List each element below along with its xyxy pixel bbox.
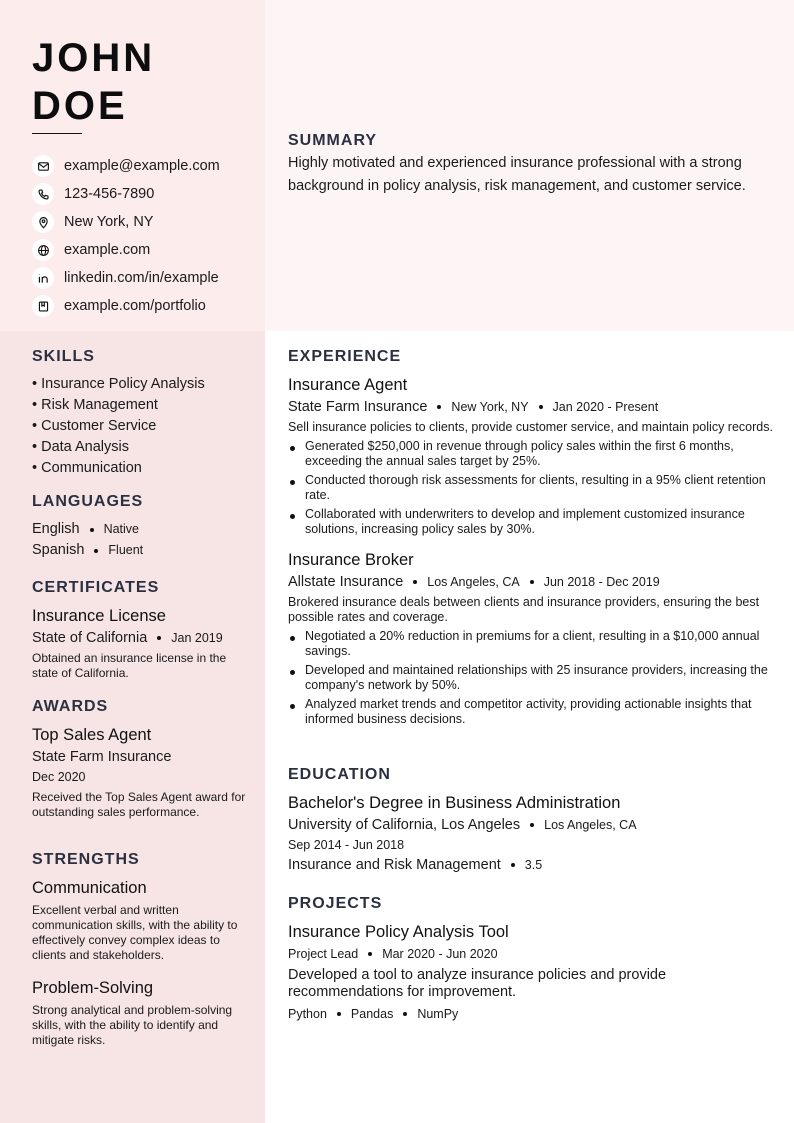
projects-title: PROJECTS [288,895,383,912]
candidate-name [32,34,155,130]
job-location: Los Angeles, CA [427,575,520,589]
job-title: Insurance Agent [288,376,408,394]
award-date: Dec 2020 [32,770,86,784]
separator-dot [530,580,534,584]
contact-website[interactable] [32,236,220,264]
award-name: Top Sales Agent [32,726,152,744]
skill-item: • Communication [32,460,142,476]
strength-desc: Excellent verbal and written communication skills, with the ability to effectively convey complex ideas to clients and stakeholders. [32,903,238,962]
education-meta [288,814,774,836]
experience-section [288,348,774,731]
email-icon [32,155,54,177]
project-meta [288,943,774,965]
job-company: Allstate Insurance [288,574,404,590]
job-bullets [288,439,774,537]
skill-item: • Insurance Policy Analysis [32,376,205,392]
certificates-title: CERTIFICATES [32,579,160,596]
skill-item: • Customer Service [32,418,157,434]
education-section [288,766,774,876]
separator-dot [337,1012,341,1016]
job-title: Insurance Broker [288,551,414,569]
job-location: New York, NY [451,400,529,414]
contact-linkedin[interactable] [32,264,220,292]
job-meta [288,396,774,418]
skills-title: SKILLS [32,348,95,365]
summary-text: Highly motivated and experienced insurance professional with a strong background in policy analysis, risk management, and customer service. [288,155,746,194]
job-desc: Sell insurance policies to clients, provide customer service, and maintain policy records. [288,420,773,434]
language-level: Fluent [108,543,144,557]
globe-icon [32,239,54,261]
separator-dot [90,528,94,532]
skills-section [32,348,247,479]
job-desc: Brokered insurance deals between clients and insurance providers, ensuring the best possible rates and coverage. [288,595,760,624]
strengths-section [32,851,247,1048]
skill-item: • Risk Management [32,397,158,413]
language-name: Spanish [32,542,85,558]
project-tech [288,1003,774,1025]
phone-icon [32,183,54,205]
language-level: Native [103,522,139,536]
education-dates: Sep 2014 - Jun 2018 [288,838,405,852]
separator-dot [437,405,441,409]
project-dates: Mar 2020 - Jun 2020 [382,947,498,961]
tech-item: NumPy [417,1007,459,1021]
project-name: Insurance Policy Analysis Tool [288,923,509,941]
certificate-meta [32,627,247,649]
language-name: English [32,521,80,537]
bullet-item: Analyzed market trends and competitor activity, providing actionable insights that informed business decisions. [288,697,774,727]
strength-name: Communication [32,879,147,897]
education-location: Los Angeles, CA [544,818,637,832]
contact-location-text: New York, NY [64,214,154,230]
contact-portfolio[interactable] [32,292,220,320]
separator-dot [368,952,372,956]
last-name: DOE [32,84,128,128]
contact-linkedin-text: linkedin.com/in/example [64,270,219,286]
contact-email[interactable] [32,152,220,180]
job-dates: Jan 2020 - Present [552,400,659,414]
contact-portfolio-text: example.com/portfolio [64,298,206,314]
location-icon [32,211,54,233]
job-company: State Farm Insurance [288,399,428,415]
award-issuer: State Farm Insurance [32,749,172,765]
education-school: University of California, Los Angeles [288,817,521,833]
separator-dot [511,863,515,867]
separator-dot [94,549,98,553]
bullet-item: Collaborated with underwriters to develop and implement customized insurance solutions, increasing policy sales by 30%. [288,507,774,537]
strengths-title: STRENGTHS [32,851,140,868]
job-entry [288,549,774,727]
awards-section [32,698,247,820]
job-dates: Jun 2018 - Dec 2019 [543,575,660,589]
certificate-issuer: State of California [32,630,148,646]
education-field-row [288,854,774,876]
award-desc: Received the Top Sales Agent award for outstanding sales performance. [32,790,246,819]
contact-list [32,152,220,320]
separator-dot [403,1012,407,1016]
education-field: Insurance and Risk Management [288,857,501,873]
language-item [32,540,247,561]
separator-dot [530,823,534,827]
contact-email-text: example@example.com [64,158,220,174]
certificates-section [32,579,247,681]
summary-section [288,132,774,198]
project-role: Project Lead [288,947,359,961]
linkedin-icon [32,267,54,289]
separator-dot [157,636,161,640]
strength-desc: Strong analytical and problem-solving skills, with the ability to identify and mitigate risks. [32,1003,233,1047]
portfolio-icon [32,295,54,317]
projects-section [288,895,774,1025]
bullet-item: Generated $250,000 in revenue through policy sales within the first 6 months, exceeding the annual sales target by 25%. [288,439,774,469]
separator-dot [413,580,417,584]
contact-website-text: example.com [64,242,151,258]
languages-title: LANGUAGES [32,493,144,510]
contact-phone[interactable] [32,180,220,208]
certificate-desc: Obtained an insurance license in the state of California. [32,651,227,680]
first-name: JOHN [32,36,156,80]
experience-title: EXPERIENCE [288,348,402,365]
job-meta [288,571,774,593]
skill-item: • Data Analysis [32,439,129,455]
contact-location [32,208,220,236]
bullet-item: Conducted thorough risk assessments for clients, resulting in a 95% client retention rate. [288,473,774,503]
certificate-name: Insurance License [32,607,166,625]
language-item [32,519,247,540]
project-desc: Developed a tool to analyze insurance policies and provide recommendations for improvement. [288,967,667,1000]
contact-phone-text: 123-456-7890 [64,186,155,202]
certificate-date: Jan 2019 [171,631,223,645]
separator-dot [539,405,543,409]
tech-item: Python [288,1007,327,1021]
education-degree: Bachelor's Degree in Business Administration [288,794,621,812]
summary-title: SUMMARY [288,132,378,149]
bullet-item: Negotiated a 20% reduction in premiums for a client, resulting in a $10,000 annual savings. [288,629,774,659]
tech-item: Pandas [350,1007,394,1021]
education-title: EDUCATION [288,766,391,783]
languages-section [32,493,247,561]
name-divider [32,133,82,134]
strength-name: Problem-Solving [32,979,154,997]
job-bullets [288,629,774,727]
job-entry [288,374,774,537]
education-gpa: 3.5 [524,858,543,872]
bullet-item: Developed and maintained relationships with 25 insurance providers, increasing the company's network by 50%. [288,663,774,693]
awards-title: AWARDS [32,698,109,715]
